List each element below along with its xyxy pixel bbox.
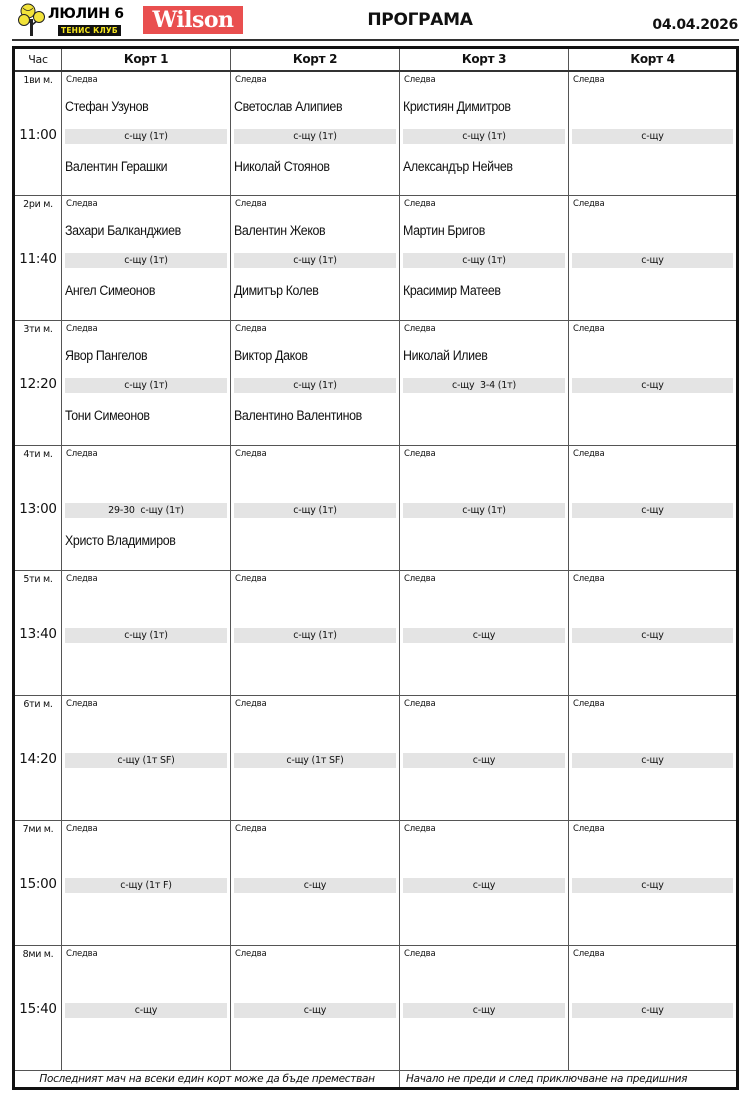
next-label: Следва — [404, 574, 436, 584]
player-2: Александър Нейчев — [403, 158, 513, 174]
tennis-tree-icon — [18, 3, 46, 37]
court-cell — [62, 946, 231, 1071]
match-info-band: с-щу (1т SF) — [65, 753, 227, 768]
court-cell — [400, 196, 569, 321]
player-1: Валентин Жеков — [234, 223, 326, 238]
next-label: Следва — [404, 199, 436, 209]
column-header-court-3: Корт 3 — [400, 48, 569, 71]
next-label: Следва — [404, 824, 436, 834]
next-label: Следва — [235, 74, 267, 85]
match-round: 2ри м. — [23, 199, 53, 210]
match-round: 5ти м. — [23, 574, 53, 585]
time-cell — [14, 196, 62, 321]
time-cell — [14, 71, 62, 196]
court-cell — [569, 821, 738, 946]
court-cell — [400, 821, 569, 946]
match-info-band: с-щу (1т F) — [65, 878, 227, 893]
match-time: 12:20 — [19, 376, 57, 392]
court-cell — [569, 571, 738, 696]
match-info-band: с-щу (1т) — [234, 378, 396, 393]
court-cell — [400, 946, 569, 1071]
match-info-band: с-щу (1т) — [65, 628, 227, 643]
footer-note-left: Последният мач на всеки един корт може да бъде преместван — [14, 1071, 400, 1089]
column-header-court-4: Корт 4 — [569, 48, 738, 71]
match-time: 11:00 — [19, 126, 57, 143]
player-2: Николай Стоянов — [234, 158, 330, 174]
next-label: Следва — [573, 74, 605, 85]
schedule-row — [14, 571, 738, 696]
match-info-band: с-щу (1т) — [234, 503, 396, 518]
time-cell — [14, 821, 62, 946]
time-cell — [14, 321, 62, 446]
match-time: 13:00 — [19, 501, 57, 517]
match-info-band: с-щу — [403, 1003, 565, 1018]
time-cell — [14, 696, 62, 821]
time-cell — [14, 446, 62, 571]
court-cell — [569, 321, 738, 446]
match-info-band: с-щу — [572, 503, 733, 518]
court-cell — [569, 696, 738, 821]
court-cell — [400, 71, 569, 196]
match-info-band: с-щу (1т) — [403, 129, 565, 144]
schedule-row — [14, 446, 738, 571]
schedule-row — [14, 71, 738, 196]
match-info-band: с-щу — [572, 1003, 733, 1018]
match-info-band: с-щу (1т) — [65, 129, 227, 144]
court-cell — [231, 446, 400, 571]
next-label: Следва — [404, 699, 436, 709]
next-label: Следва — [404, 449, 436, 459]
page-header — [0, 0, 750, 40]
sponsor-logo: Wilson — [143, 6, 243, 34]
next-label: Следва — [66, 199, 98, 209]
match-info-band: с-щу — [572, 753, 733, 768]
next-label: Следва — [573, 824, 605, 834]
next-label: Следва — [66, 824, 98, 834]
court-cell — [400, 571, 569, 696]
court-cell — [62, 321, 231, 446]
player-2: Красимир Матеев — [403, 283, 501, 298]
match-info-band: с-щу — [403, 628, 565, 643]
match-info-band: с-щу — [234, 878, 396, 893]
schedule-row — [14, 821, 738, 946]
footer-note-right: Начало не преди и след приключване на предишния — [400, 1071, 738, 1089]
next-label: Следва — [573, 199, 605, 209]
match-info-band: с-щу (1т) — [234, 253, 396, 268]
match-info-band: с-щу — [403, 878, 565, 893]
match-info-band: с-щу (1т) — [403, 503, 565, 518]
court-cell — [400, 321, 569, 446]
next-label: Следва — [66, 574, 98, 584]
schedule-row — [14, 321, 738, 446]
court-cell — [400, 696, 569, 821]
match-info-band: с-щу — [572, 129, 733, 144]
next-label: Следва — [66, 699, 98, 709]
match-round: 8ми м. — [22, 949, 54, 960]
club-logo — [18, 3, 128, 37]
header-divider — [12, 39, 739, 41]
match-time: 15:40 — [19, 1001, 57, 1017]
next-label: Следва — [235, 949, 267, 959]
match-time: 11:40 — [19, 251, 57, 267]
match-info-band: с-щу — [572, 878, 733, 893]
schedule-row — [14, 696, 738, 821]
match-info-band: с-щу — [65, 1003, 227, 1018]
match-info-band: с-щу 3-4 (1т) — [403, 378, 565, 393]
player-1: Мартин Бригов — [403, 223, 485, 238]
next-label: Следва — [404, 324, 436, 334]
player-1: Кристиян Димитров — [403, 98, 511, 114]
match-time: 15:00 — [19, 876, 57, 892]
next-label: Следва — [235, 449, 267, 459]
match-info-band: с-щу (1т) — [234, 129, 396, 144]
match-time: 14:20 — [19, 751, 57, 767]
schedule-row — [14, 946, 738, 1071]
match-info-band: 29-30 с-щу (1т) — [65, 503, 227, 518]
match-round: 3ти м. — [23, 324, 53, 335]
player-2: Димитър Колев — [234, 283, 319, 298]
player-1: Светослав Алипиев — [234, 98, 343, 114]
court-cell — [231, 321, 400, 446]
match-info-band: с-щу (1т) — [65, 253, 227, 268]
next-label: Следва — [573, 949, 605, 959]
court-cell — [569, 71, 738, 196]
court-cell — [62, 821, 231, 946]
player-1: Стефан Узунов — [65, 98, 149, 114]
next-label: Следва — [404, 949, 436, 959]
match-info-band: с-щу (1т) — [234, 628, 396, 643]
court-cell — [400, 446, 569, 571]
next-label: Следва — [66, 449, 98, 459]
court-cell — [231, 71, 400, 196]
court-cell — [231, 196, 400, 321]
next-label: Следва — [573, 324, 605, 334]
next-label: Следва — [573, 699, 605, 709]
match-time: 13:40 — [19, 626, 57, 642]
next-label: Следва — [66, 324, 98, 334]
match-info-band: с-щу — [234, 1003, 396, 1018]
court-cell — [231, 946, 400, 1071]
time-cell — [14, 946, 62, 1071]
next-label: Следва — [235, 824, 267, 834]
player-1: Явор Пангелов — [65, 348, 148, 363]
schedule-row — [14, 196, 738, 321]
match-info-band: с-щу (1т) — [65, 378, 227, 393]
court-cell — [569, 946, 738, 1071]
player-2: Христо Владимиров — [65, 533, 176, 548]
match-round: 1ви м. — [23, 74, 53, 86]
match-info-band: с-щу — [403, 753, 565, 768]
next-label: Следва — [66, 74, 98, 85]
match-info-band: с-щу — [572, 628, 733, 643]
next-label: Следва — [235, 324, 267, 334]
next-label: Следва — [235, 574, 267, 584]
next-label: Следва — [235, 199, 267, 209]
court-cell — [231, 821, 400, 946]
column-header-time: Час — [14, 48, 62, 71]
court-cell — [62, 696, 231, 821]
time-cell — [14, 571, 62, 696]
column-header-court-2: Корт 2 — [231, 48, 400, 71]
match-info-band: с-щу (1т) — [403, 253, 565, 268]
court-cell — [569, 196, 738, 321]
next-label: Следва — [66, 949, 98, 959]
match-round: 7ми м. — [22, 824, 54, 835]
next-label: Следва — [404, 74, 436, 85]
page-title: ПРОГРАМА — [367, 10, 473, 30]
match-info-band: с-щу (1т SF) — [234, 753, 396, 768]
player-2: Ангел Симеонов — [65, 283, 156, 298]
match-round: 6ти м. — [23, 699, 53, 710]
match-info-band: с-щу — [572, 253, 733, 268]
court-cell — [62, 196, 231, 321]
player-1: Захари Балканджиев — [65, 223, 181, 238]
player-1: Николай Илиев — [403, 348, 488, 363]
logo-title: ЛЮЛИН 6 — [48, 6, 124, 22]
table-header-row — [14, 48, 738, 71]
court-cell — [231, 696, 400, 821]
court-cell — [62, 571, 231, 696]
match-info-band: с-щу — [572, 378, 733, 393]
schedule-table — [12, 46, 739, 1090]
logo-subtitle: ТЕНИС КЛУБ — [58, 25, 121, 36]
court-cell — [231, 571, 400, 696]
player-2: Валентино Валентинов — [234, 408, 362, 423]
next-label: Следва — [573, 574, 605, 584]
court-cell — [569, 446, 738, 571]
player-2: Тони Симеонов — [65, 408, 150, 423]
schedule-date: 04.04.2026 — [652, 17, 738, 33]
next-label: Следва — [573, 449, 605, 459]
court-cell — [62, 71, 231, 196]
column-header-court-1: Корт 1 — [62, 48, 231, 71]
footer-row — [14, 1071, 738, 1089]
match-round: 4ти м. — [23, 449, 53, 460]
next-label: Следва — [235, 699, 267, 709]
player-1: Виктор Даков — [234, 348, 308, 363]
player-2: Валентин Герашки — [65, 158, 168, 174]
court-cell — [62, 446, 231, 571]
